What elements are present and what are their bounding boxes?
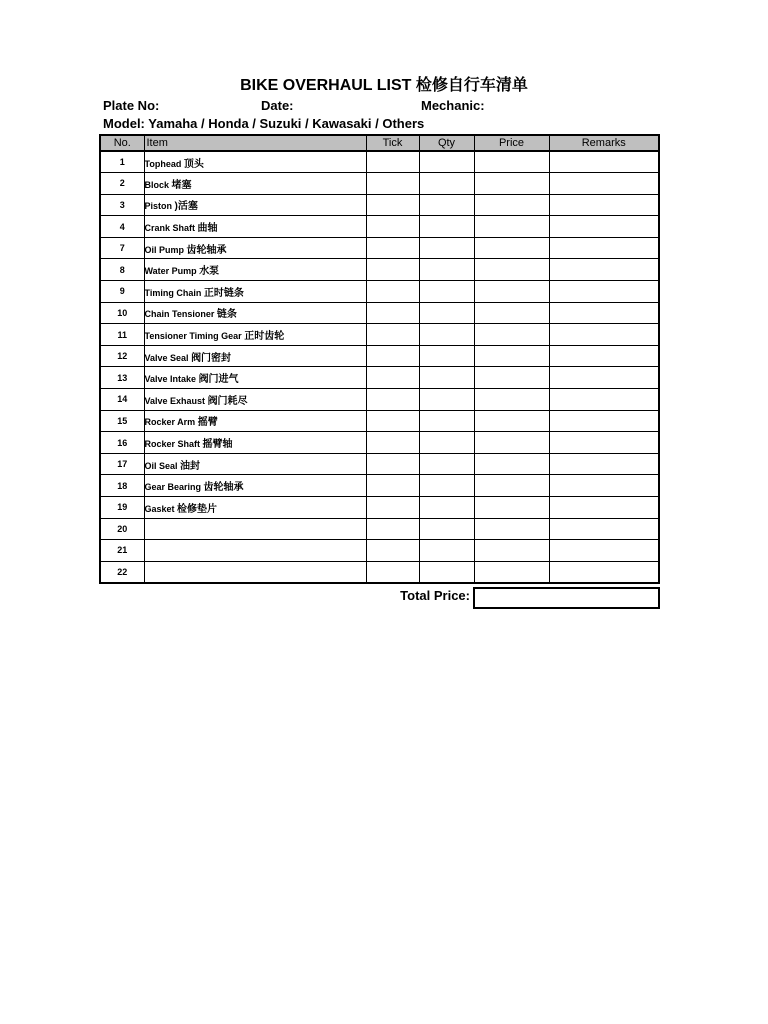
item-name-zh: 链条 — [216, 309, 237, 321]
price-cell[interactable] — [474, 324, 549, 346]
item-cell — [144, 389, 366, 411]
remarks-cell[interactable] — [549, 302, 659, 324]
row-number: 19 — [100, 497, 144, 519]
tick-cell[interactable] — [366, 302, 419, 324]
qty-cell[interactable] — [419, 497, 474, 519]
remarks-cell[interactable] — [549, 259, 659, 281]
table-row — [100, 432, 659, 454]
table-row — [100, 367, 659, 389]
item-name-en: Valve Intake — [144, 374, 197, 385]
column-header-item: Item — [144, 135, 366, 151]
table-row — [100, 475, 659, 497]
table-row — [100, 259, 659, 281]
qty-cell[interactable] — [419, 367, 474, 389]
row-number: 3 — [100, 194, 144, 216]
tick-cell[interactable] — [366, 281, 419, 303]
remarks-cell[interactable] — [549, 151, 659, 173]
item-cell — [144, 259, 366, 281]
total-price-field[interactable] — [473, 587, 660, 609]
table-row — [100, 237, 659, 259]
tick-cell[interactable] — [366, 540, 419, 562]
table-row — [100, 389, 659, 411]
table-row — [100, 453, 659, 475]
tick-cell[interactable] — [366, 151, 419, 173]
table-row — [100, 518, 659, 540]
item-name-zh: 阀门密封 — [191, 352, 232, 364]
tick-cell[interactable] — [366, 237, 419, 259]
remarks-cell[interactable] — [549, 389, 659, 411]
remarks-cell[interactable] — [549, 410, 659, 432]
item-name-en: Valve Exhaust — [144, 395, 206, 406]
table-row — [100, 324, 659, 346]
price-cell[interactable] — [474, 216, 549, 238]
price-cell[interactable] — [474, 453, 549, 475]
price-cell[interactable] — [474, 194, 549, 216]
price-cell[interactable] — [474, 151, 549, 173]
item-name-en: Block — [144, 179, 170, 190]
tick-cell[interactable] — [366, 518, 419, 540]
item-cell — [144, 237, 366, 259]
row-number: 21 — [100, 540, 144, 562]
qty-cell[interactable] — [419, 540, 474, 562]
date-label: Date: — [261, 98, 294, 113]
item-name-en: Water Pump — [144, 266, 197, 277]
item-name-en: Oil Seal — [144, 460, 178, 471]
tick-cell[interactable] — [366, 497, 419, 519]
row-number: 1 — [100, 151, 144, 173]
item-cell — [144, 561, 366, 583]
remarks-cell[interactable] — [549, 194, 659, 216]
item-name-en: Rocker Arm — [144, 417, 196, 428]
table-row — [100, 497, 659, 519]
tick-cell[interactable] — [366, 410, 419, 432]
item-cell — [144, 173, 366, 195]
item-name-zh: )活塞 — [174, 201, 198, 213]
plate-no-label: Plate No: — [103, 98, 160, 113]
item-cell — [144, 475, 366, 497]
item-name-en: Crank Shaft — [144, 223, 196, 234]
item-name-zh: 摇臂轴 — [202, 439, 233, 451]
item-name-zh: 齿轮轴承 — [203, 482, 244, 494]
item-name-en: Oil Pump — [144, 244, 185, 255]
row-number: 4 — [100, 216, 144, 238]
price-cell[interactable] — [474, 281, 549, 303]
table-row — [100, 561, 659, 583]
row-number: 9 — [100, 281, 144, 303]
qty-cell[interactable] — [419, 410, 474, 432]
item-name-zh: 正时齿轮 — [244, 331, 285, 343]
column-header-price: Price — [474, 135, 549, 151]
tick-cell[interactable] — [366, 194, 419, 216]
table-row — [100, 540, 659, 562]
qty-cell[interactable] — [419, 216, 474, 238]
tick-cell[interactable] — [366, 324, 419, 346]
price-cell[interactable] — [474, 540, 549, 562]
item-name-zh: 曲轴 — [197, 223, 218, 235]
price-cell[interactable] — [474, 561, 549, 583]
item-name-zh: 齿轮轴承 — [186, 244, 227, 256]
table-row — [100, 216, 659, 238]
qty-cell[interactable] — [419, 345, 474, 367]
tick-cell[interactable] — [366, 345, 419, 367]
price-cell[interactable] — [474, 259, 549, 281]
item-name-en: Timing Chain — [144, 287, 202, 298]
price-cell[interactable] — [474, 237, 549, 259]
row-number: 8 — [100, 259, 144, 281]
item-name-zh: 阀门耗尽 — [207, 395, 248, 407]
item-name-zh: 正时链条 — [203, 287, 244, 299]
tick-cell[interactable] — [366, 475, 419, 497]
item-name-zh: 摇臂 — [197, 417, 218, 429]
item-name-zh: 堵塞 — [171, 179, 192, 191]
row-number: 15 — [100, 410, 144, 432]
price-cell[interactable] — [474, 475, 549, 497]
item-cell — [144, 302, 366, 324]
item-name-en: Rocker Shaft — [144, 439, 201, 450]
table-row — [100, 151, 659, 173]
row-number: 12 — [100, 345, 144, 367]
remarks-cell[interactable] — [549, 367, 659, 389]
price-cell[interactable] — [474, 345, 549, 367]
remarks-cell[interactable] — [549, 561, 659, 583]
item-name-en: Tophead — [144, 158, 182, 169]
remarks-cell[interactable] — [549, 540, 659, 562]
qty-cell[interactable] — [419, 432, 474, 454]
item-cell — [144, 453, 366, 475]
item-cell — [144, 518, 366, 540]
remarks-cell[interactable] — [549, 518, 659, 540]
item-cell — [144, 345, 366, 367]
remarks-cell[interactable] — [549, 475, 659, 497]
qty-cell[interactable] — [419, 561, 474, 583]
item-name-zh: 阀门进气 — [198, 374, 239, 386]
item-name-en: Tensioner Timing Gear — [144, 331, 242, 342]
item-cell — [144, 367, 366, 389]
price-cell[interactable] — [474, 410, 549, 432]
item-cell — [144, 432, 366, 454]
tick-cell[interactable] — [366, 367, 419, 389]
item-name-en: Piston — [144, 201, 173, 212]
item-name-zh: 油封 — [180, 460, 201, 472]
row-number: 10 — [100, 302, 144, 324]
qty-cell[interactable] — [419, 194, 474, 216]
item-cell — [144, 497, 366, 519]
mechanic-label: Mechanic: — [421, 98, 485, 113]
remarks-cell[interactable] — [549, 345, 659, 367]
remarks-cell[interactable] — [549, 216, 659, 238]
item-name-zh: 水泵 — [199, 266, 220, 278]
row-number: 13 — [100, 367, 144, 389]
remarks-cell[interactable] — [549, 497, 659, 519]
table-header-row — [100, 135, 659, 151]
table-row — [100, 345, 659, 367]
remarks-cell[interactable] — [549, 173, 659, 195]
remarks-cell[interactable] — [549, 453, 659, 475]
table-row — [100, 410, 659, 432]
row-number: 16 — [100, 432, 144, 454]
price-cell[interactable] — [474, 518, 549, 540]
qty-cell[interactable] — [419, 453, 474, 475]
price-cell[interactable] — [474, 367, 549, 389]
qty-cell[interactable] — [419, 475, 474, 497]
table-row — [100, 194, 659, 216]
qty-cell[interactable] — [419, 259, 474, 281]
price-cell[interactable] — [474, 389, 549, 411]
table-row — [100, 281, 659, 303]
item-cell — [144, 216, 366, 238]
tick-cell[interactable] — [366, 389, 419, 411]
row-number: 11 — [100, 324, 144, 346]
item-cell — [144, 194, 366, 216]
item-cell — [144, 281, 366, 303]
column-header-no: No. — [100, 135, 144, 151]
remarks-cell[interactable] — [549, 324, 659, 346]
page-title: BIKE OVERHAUL LIST 检修自行车清单 — [240, 77, 528, 94]
overhaul-table — [99, 134, 660, 584]
item-name-zh: 顶头 — [183, 158, 204, 170]
item-name-en: Gasket — [144, 503, 175, 514]
item-cell — [144, 324, 366, 346]
qty-cell[interactable] — [419, 518, 474, 540]
tick-cell[interactable] — [366, 453, 419, 475]
column-header-remarks: Remarks — [549, 135, 659, 151]
tick-cell[interactable] — [366, 432, 419, 454]
table-row — [100, 173, 659, 195]
item-name-en: Chain Tensioner — [144, 309, 215, 320]
table-row — [100, 302, 659, 324]
row-number: 18 — [100, 475, 144, 497]
row-number: 17 — [100, 453, 144, 475]
item-cell — [144, 151, 366, 173]
model-line: Model: Yamaha / Honda / Suzuki / Kawasaki / Others — [103, 116, 425, 131]
qty-cell[interactable] — [419, 151, 474, 173]
item-name-en: Gear Bearing — [144, 482, 202, 493]
price-cell[interactable] — [474, 432, 549, 454]
row-number: 14 — [100, 389, 144, 411]
tick-cell[interactable] — [366, 561, 419, 583]
qty-cell[interactable] — [419, 281, 474, 303]
total-price-label: Total Price: — [400, 588, 470, 603]
row-number: 20 — [100, 518, 144, 540]
row-number: 22 — [100, 561, 144, 583]
item-name-en: Valve Seal — [144, 352, 189, 363]
tick-cell[interactable] — [366, 173, 419, 195]
price-cell[interactable] — [474, 302, 549, 324]
qty-cell[interactable] — [419, 389, 474, 411]
qty-cell[interactable] — [419, 324, 474, 346]
tick-cell[interactable] — [366, 259, 419, 281]
item-cell — [144, 410, 366, 432]
column-header-qty: Qty — [419, 135, 474, 151]
item-name-zh: 检修垫片 — [177, 503, 218, 515]
remarks-cell[interactable] — [549, 432, 659, 454]
tick-cell[interactable] — [366, 216, 419, 238]
price-cell[interactable] — [474, 497, 549, 519]
row-number: 7 — [100, 237, 144, 259]
row-number: 2 — [100, 173, 144, 195]
remarks-cell[interactable] — [549, 281, 659, 303]
remarks-cell[interactable] — [549, 237, 659, 259]
price-cell[interactable] — [474, 173, 549, 195]
item-cell — [144, 540, 366, 562]
qty-cell[interactable] — [419, 173, 474, 195]
column-header-tick: Tick — [366, 135, 419, 151]
qty-cell[interactable] — [419, 237, 474, 259]
qty-cell[interactable] — [419, 302, 474, 324]
